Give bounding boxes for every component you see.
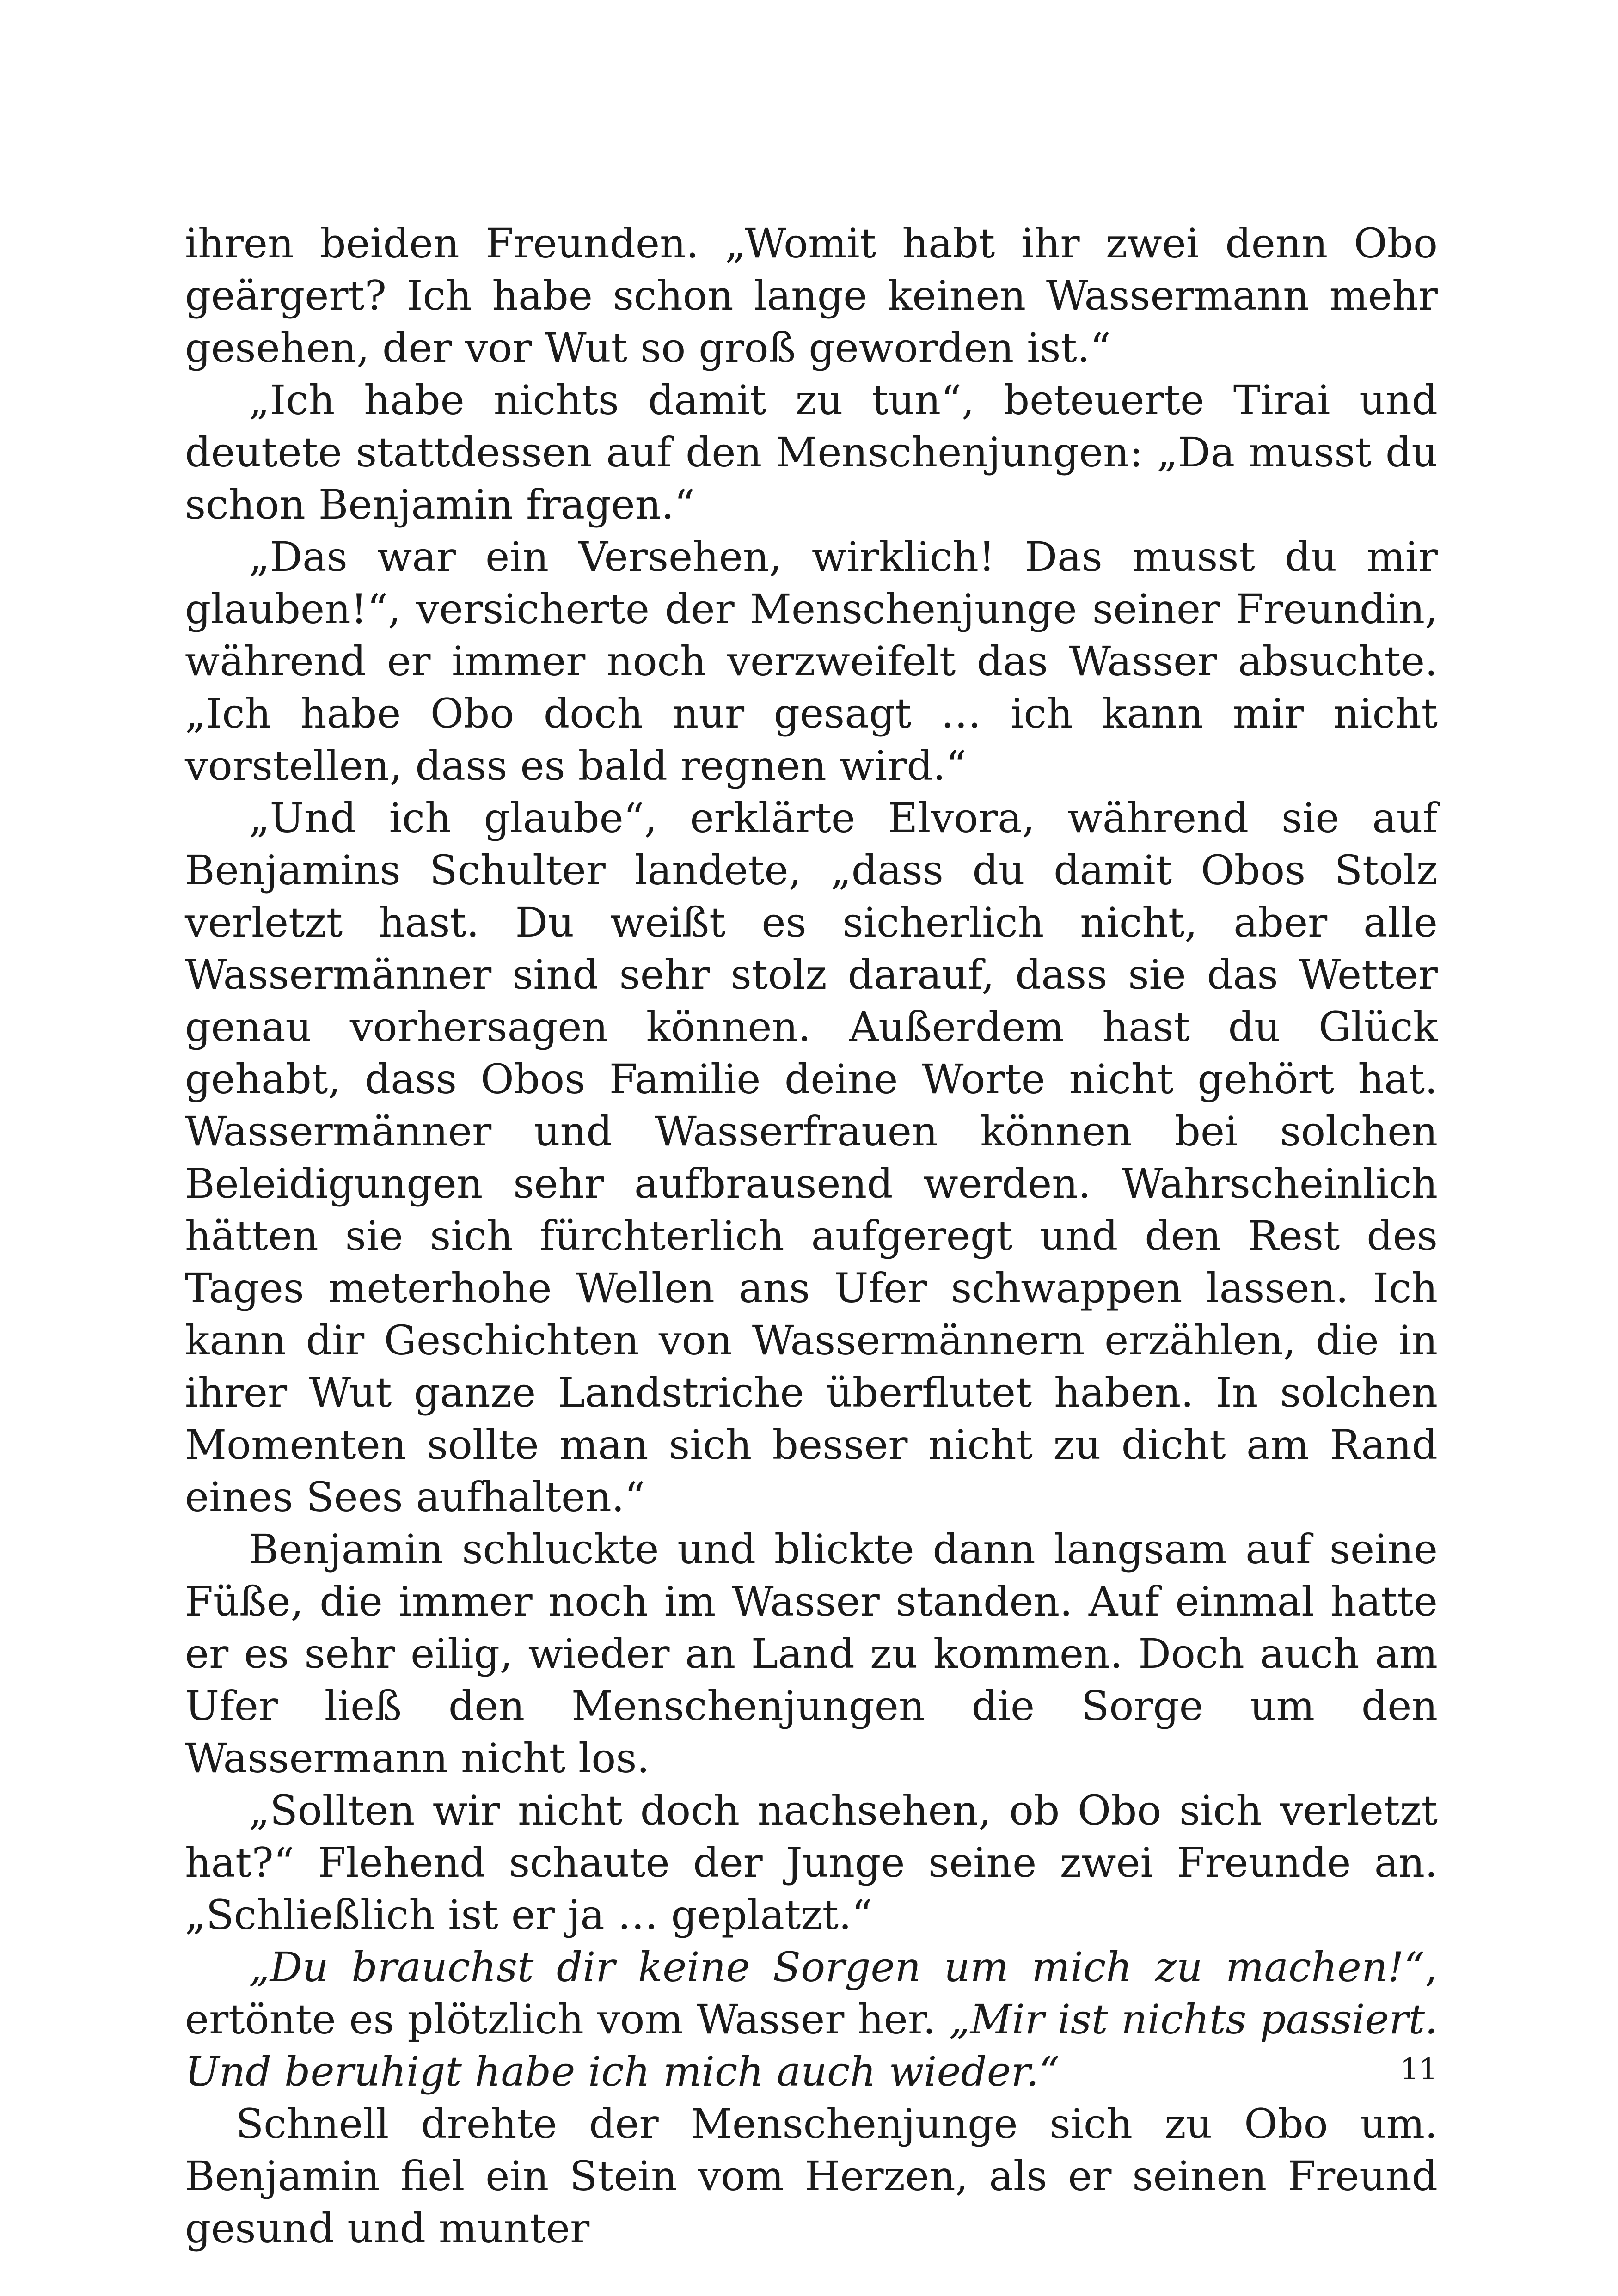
paragraph-5: Benjamin schluckte und blickte dann langsam auf seine Füße, die immer noch im Wasser standen. Auf einmal hatte er es sehr eilig, wieder an Land zu kommen. Doch auch am Ufer ließ den Menschenjungen die Sorge um den Wassermann nicht los. bbox=[185, 1525, 1438, 1782]
paragraph-2: „Ich habe nichts damit zu tun“, beteuerte Tirai und deutete stattdessen auf den Menschenjungen: „Da musst du schon Benjamin fragen.“ bbox=[185, 376, 1438, 528]
paragraph-1: ihren beiden Freunden. „Womit habt ihr zwei denn Obo geärgert? Ich habe schon lange keinen Wassermann mehr gesehen, der vor Wut so groß geworden ist.“ bbox=[185, 220, 1438, 372]
italic-speech-1: „Du brauchst dir keine Sorgen um mich zu machen!“ bbox=[249, 1943, 1425, 1991]
paragraph-8: Schnell drehte der Menschenjunge sich zu Obo um. Benjamin fiel ein Stein vom Herzen, als er seinen Freund gesund und munter bbox=[185, 2100, 1438, 2252]
italic-speech-2: „Mir ist nichts passiert. Und beruhigt habe ich mich auch wieder.“ bbox=[185, 1996, 1438, 2095]
page-number: 11 bbox=[1400, 2052, 1438, 2087]
page-body bbox=[185, 217, 1438, 2254]
paragraph-6: „Sollten wir nicht doch nachsehen, ob Obo sich verletzt hat?“ Flehend schaute der Junge seine zwei Freunde an. „Schließlich ist er ja … geplatzt.“ bbox=[185, 1787, 1438, 1939]
narration: , ertönte es plötzlich vom Wasser her. bbox=[185, 1943, 1438, 2043]
paragraph-4: „Und ich glaube“, erklärte Elvora, während sie auf Benjamins Schulter landete, „dass du damit Obos Stolz verletzt hast. Du weißt es sicherlich nicht, aber alle Wassermänner sind sehr stolz darauf, dass sie das Wetter genau vorhersagen können. Außerdem hast du Glück gehabt, dass Obos Familie deine Worte nicht gehört hat. Wassermänner und Wasserfrauen können bei solchen Beleidigungen sehr aufbrausend werden. Wahrscheinlich hätten sie sich fürchterlich aufgeregt und den Rest des Tages meterhohe Wellen ans Ufer schwappen lassen. Ich kann dir Geschichten von Wassermännern erzählen, die in ihrer Wut ganze Landstriche überflutet haben. In solchen Momenten sollte man sich besser nicht zu dicht am Rand eines Sees aufhalten.“ bbox=[185, 794, 1438, 1521]
paragraph-3: „Das war ein Versehen, wirklich! Das musst du mir glauben!“, versicherte der Menschenjunge seiner Freundin, während er immer noch verzweifelt das Wasser absuchte. „Ich habe Obo doch nur gesagt … ich kann mir nicht vorstellen, dass es bald regnen wird.“ bbox=[185, 533, 1438, 790]
paragraph-7 bbox=[185, 1941, 1438, 2098]
